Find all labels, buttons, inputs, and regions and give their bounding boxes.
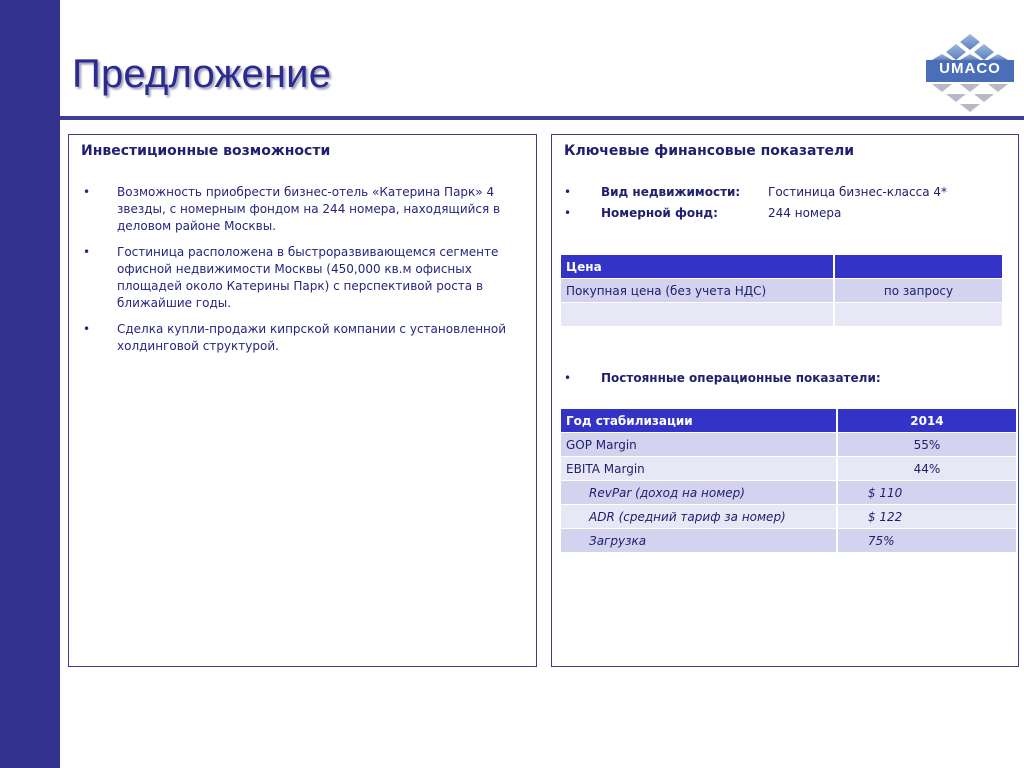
bullet-text: Сделка купли-продажи кипрской компании с установленной холдинговой структурой.	[117, 322, 507, 353]
table-cell: 44%	[838, 457, 1018, 480]
table-row	[561, 529, 1018, 552]
bullet-item	[81, 184, 521, 235]
bullet-text: Гостиница расположена в быстроразвивающемся сегменте офисной недвижимости Москвы (450,000 кв.м офисных площадей около Катерины Парк) с перспективой роста в ближайшие годы.	[117, 245, 499, 310]
price-table	[561, 254, 1004, 327]
financials-heading: Ключевые финансовые показатели	[564, 143, 855, 159]
table-cell	[561, 303, 835, 326]
fact-row	[564, 206, 1004, 227]
ops-bullet-label: Постоянные операционные показатели:	[601, 371, 881, 385]
financials-panel	[551, 134, 1019, 667]
investment-heading: Инвестиционные возможности	[81, 143, 331, 159]
investment-panel	[68, 134, 537, 667]
fact-value: Гостиница бизнес-класса 4*	[768, 185, 948, 199]
table-cell: Покупная цена (без учета НДС)	[561, 279, 835, 302]
left-sidebar-bar	[0, 0, 60, 768]
ops-bullet	[564, 371, 1004, 392]
table-cell: 55%	[838, 433, 1018, 456]
table-header-cell: 2014	[838, 409, 1018, 432]
table-cell: ADR (средний тариф за номер)	[561, 505, 838, 528]
table-cell: $ 110	[838, 481, 1018, 504]
table-cell	[835, 303, 1004, 326]
bullet-dot-icon: •	[564, 371, 572, 385]
table-row	[561, 303, 1004, 326]
table-cell: Загрузка	[561, 529, 838, 552]
ops-bullet-row	[564, 371, 1004, 392]
table-cell: $ 122	[838, 505, 1018, 528]
table-header-cell: Год стабилизации	[561, 409, 838, 432]
table-row	[561, 457, 1018, 480]
fact-value: 244 номера	[768, 206, 842, 220]
bullet-item	[81, 321, 521, 355]
bullet-item	[81, 244, 521, 312]
title-divider	[60, 116, 1024, 120]
bullet-dot-icon: •	[83, 322, 91, 336]
table-header-cell	[835, 255, 1004, 278]
property-facts	[564, 185, 1004, 227]
bullet-text: Возможность приобрести бизнес-отель «Катерина Парк» 4 звезды, с номерным фондом на 244 номера, находящийся в деловом районе Москвы.	[117, 185, 501, 233]
fact-label: Вид недвижимости:	[601, 185, 741, 199]
bullet-dot-icon: •	[83, 245, 91, 259]
table-cell: 75%	[838, 529, 1018, 552]
page-title: Предложение	[72, 52, 332, 96]
investment-bullets	[81, 184, 521, 364]
umaco-logo	[922, 30, 1018, 114]
logo-text: UMACO	[939, 60, 1001, 77]
table-cell: RevPar (доход на номер)	[561, 481, 838, 504]
fact-label: Номерной фонд:	[601, 206, 718, 220]
table-row	[561, 481, 1018, 504]
table-row	[561, 433, 1018, 456]
table-cell: GOP Margin	[561, 433, 838, 456]
bullet-dot-icon: •	[83, 185, 91, 199]
table-cell: EBITA Margin	[561, 457, 838, 480]
bullet-dot-icon: •	[564, 185, 572, 199]
table-row	[561, 279, 1004, 302]
table-cell: по запросу	[835, 279, 1004, 302]
table-header-cell: Цена	[561, 255, 835, 278]
table-header-row	[561, 409, 1018, 432]
ops-table	[561, 408, 1018, 553]
bullet-dot-icon: •	[564, 206, 572, 220]
table-row	[561, 505, 1018, 528]
table-header-row	[561, 255, 1004, 278]
fact-row	[564, 185, 1004, 206]
